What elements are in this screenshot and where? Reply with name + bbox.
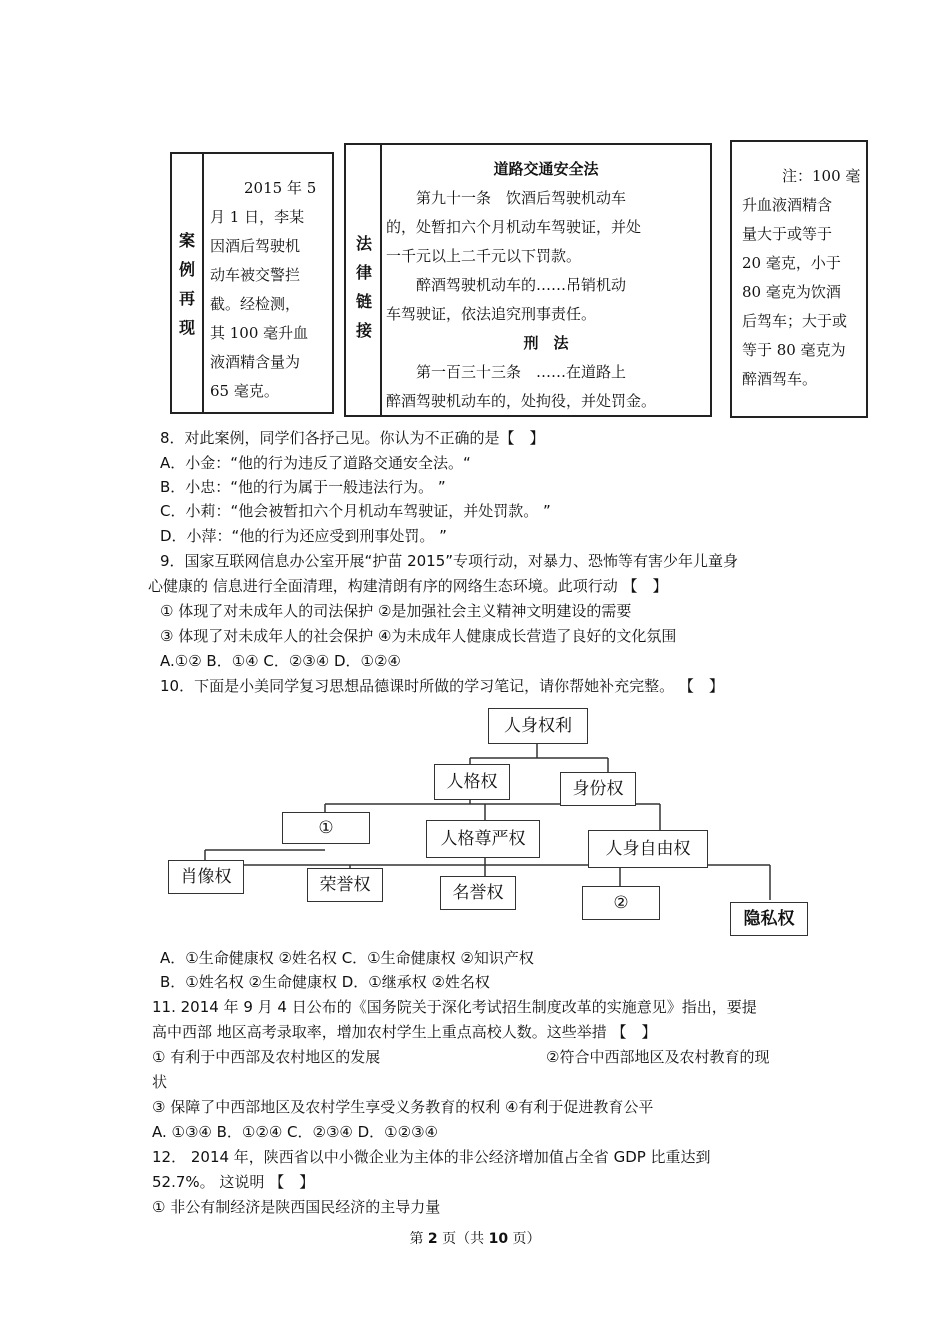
- note-line: 量大于或等于: [742, 225, 833, 243]
- case-label-char: 例: [178, 260, 195, 279]
- q11-stem-line1: 11. 2014 年 9 月 4 日公布的《国务院关于深化考试招生制度改革的实施意见》指出，要提: [152, 998, 757, 1016]
- law-line: 第九十一条 饮酒后驾驶机动车: [416, 189, 627, 207]
- q9-item-1: ① 体现了对未成年人的司法保护 ②是加强社会主义精神文明建设的需要: [160, 602, 632, 620]
- law-box: [344, 143, 712, 417]
- note-line: 升血液酒精含: [742, 196, 833, 214]
- law-line: 一千元以上二千元以下罚款。: [386, 247, 582, 265]
- tree-node-blank-2: ②: [582, 886, 660, 920]
- case-text: [210, 174, 330, 406]
- case-box: [170, 152, 334, 414]
- footer-middle: 页（共: [442, 1231, 485, 1247]
- q8-option-a: A．小金：“他的行为违反了道路交通安全法。“: [160, 454, 471, 472]
- law-title-criminal: 刑 法: [523, 334, 569, 352]
- law-label-char: 律: [355, 263, 372, 282]
- tree-node-privacy-rights: 隐私权: [730, 902, 808, 936]
- tree-node-honor-rights: 荣誉权: [307, 868, 383, 902]
- case-line: 65 毫克。: [210, 382, 279, 400]
- q11-stem-line2: 高中西部 地区高考录取率，增加农村学生上重点高校人数。这些举措 【 】: [152, 1023, 657, 1041]
- rights-tree-diagram: [150, 700, 820, 945]
- note-text: [742, 162, 864, 394]
- note-line: 醉酒驾车。: [742, 370, 818, 388]
- q12-stem-line2: 52.7%。 这说明 【 】: [152, 1173, 315, 1191]
- law-label-char: 链: [355, 292, 372, 311]
- law-line: 醉酒驾驶机动车的……吊销机动: [416, 276, 627, 294]
- q9-stem-line1: 9．国家互联网信息办公室开展“护苗 2015”专项行动，对暴力、恐怖等有害少年儿童身: [160, 552, 739, 570]
- q11-items-3-4: ③ 保障了中西部地区及农村学生享受义务教育的权利 ④有利于促进教育公平: [152, 1098, 654, 1116]
- q9-item-2: ③ 体现了对未成年人的社会保护 ④为未成年人健康成长营造了良好的文化氛围: [160, 627, 677, 645]
- law-label-char: 接: [355, 321, 372, 340]
- page-footer: [0, 1228, 950, 1248]
- q11-item-2: ②符合中西部地区及农村教育的现: [546, 1048, 770, 1066]
- case-label: [176, 226, 198, 342]
- case-label-char: 再: [178, 289, 195, 308]
- case-label-char: 案: [178, 231, 195, 250]
- tree-node-blank-1: ①: [282, 812, 370, 844]
- footer-page-number: 2: [427, 1231, 438, 1247]
- q12-item-1: ① 非公有制经济是陕西国民经济的主导力量: [152, 1198, 441, 1216]
- law-title-traffic: 道路交通安全法: [493, 160, 599, 178]
- law-label-char: 法: [355, 234, 372, 253]
- tree-node-freedom-rights: 人身自由权: [588, 830, 708, 868]
- law-divider: [380, 145, 382, 415]
- law-label: [353, 229, 375, 345]
- note-box: [730, 140, 868, 418]
- q9-stem-line2: 心健康的 信息进行全面清理，构建清朗有序的网络生态环境。此项行动 【 】: [148, 577, 668, 595]
- case-line: 动车被交警拦: [210, 266, 301, 284]
- case-line: 月 1 日，李某: [210, 208, 305, 226]
- case-line: 液酒精含量为: [210, 353, 301, 371]
- law-line: 车驾驶证，依法追究刑事责任。: [386, 305, 597, 323]
- law-text: [386, 155, 706, 416]
- law-line: 醉酒驾驶机动车的，处拘役，并处罚金。: [386, 392, 657, 410]
- q10-stem: 10．下面是小美同学复习思想品德课时所做的学习笔记，请你帮她补充完整。 【 】: [160, 677, 724, 695]
- footer-prefix: 第: [409, 1231, 424, 1247]
- footer-total-pages: 10: [488, 1231, 509, 1247]
- tree-node-personality-rights: 人格权: [434, 764, 510, 800]
- case-line: 因酒后驾驶机: [210, 237, 301, 255]
- tree-node-reputation-rights: 名誉权: [440, 876, 516, 910]
- q11-item-2-cont: 状: [152, 1073, 168, 1091]
- note-line: 80 毫克为饮酒: [742, 283, 841, 301]
- tree-node-identity-rights: 身份权: [560, 772, 636, 806]
- q11-answers: A. ①③④ B．①②④ C．②③④ D．①②③④: [152, 1123, 438, 1141]
- q12-stem-line1: 12． 2014 年，陕西省以中小微企业为主体的非公经济增加值占全省 GDP 比重达到: [152, 1148, 711, 1166]
- note-line: 等于 80 毫克为: [742, 341, 846, 359]
- q8-option-b: B．小忠：“他的行为属于一般违法行为。 ”: [160, 478, 446, 496]
- q10-options-line1: A．①生命健康权 ②姓名权 C．①生命健康权 ②知识产权: [160, 949, 534, 967]
- q8-option-c: C．小莉：“他会被暂扣六个月机动车驾驶证，并处罚款。 ”: [160, 502, 551, 520]
- note-line: 20 毫克，小于: [742, 254, 841, 272]
- q8-option-d: D．小萍：“他的行为还应受到刑事处罚。 ”: [160, 527, 447, 545]
- note-line: 后驾车；大于或: [742, 312, 848, 330]
- case-line: 2015 年 5: [244, 179, 317, 197]
- q11-item-1: ① 有利于中西部及农村地区的发展: [152, 1048, 381, 1066]
- note-line: 注：100 毫: [782, 167, 861, 185]
- case-line: 其 100 毫升血: [210, 324, 309, 342]
- tree-node-portrait-rights: 肖像权: [168, 860, 244, 894]
- q9-answers: A.①② B．①④ C．②③④ D．①②④: [160, 652, 401, 670]
- case-label-char: 现: [178, 318, 195, 337]
- law-line: 的，处暂扣六个月机动车驾驶证，并处: [386, 218, 642, 236]
- case-line: 截。经检测，: [210, 295, 301, 313]
- tree-node-personal-rights: 人身权利: [488, 708, 588, 744]
- q8-stem: 8．对此案例，同学们各抒己见。你认为不正确的是【 】: [160, 429, 545, 447]
- q10-options-line2: B．①姓名权 ②生命健康权 D．①继承权 ②姓名权: [160, 973, 490, 991]
- footer-suffix: 页）: [512, 1231, 541, 1247]
- case-divider: [202, 154, 204, 412]
- law-line: 第一百三十三条 ……在道路上: [416, 363, 627, 381]
- tree-node-dignity-rights: 人格尊严权: [426, 820, 540, 858]
